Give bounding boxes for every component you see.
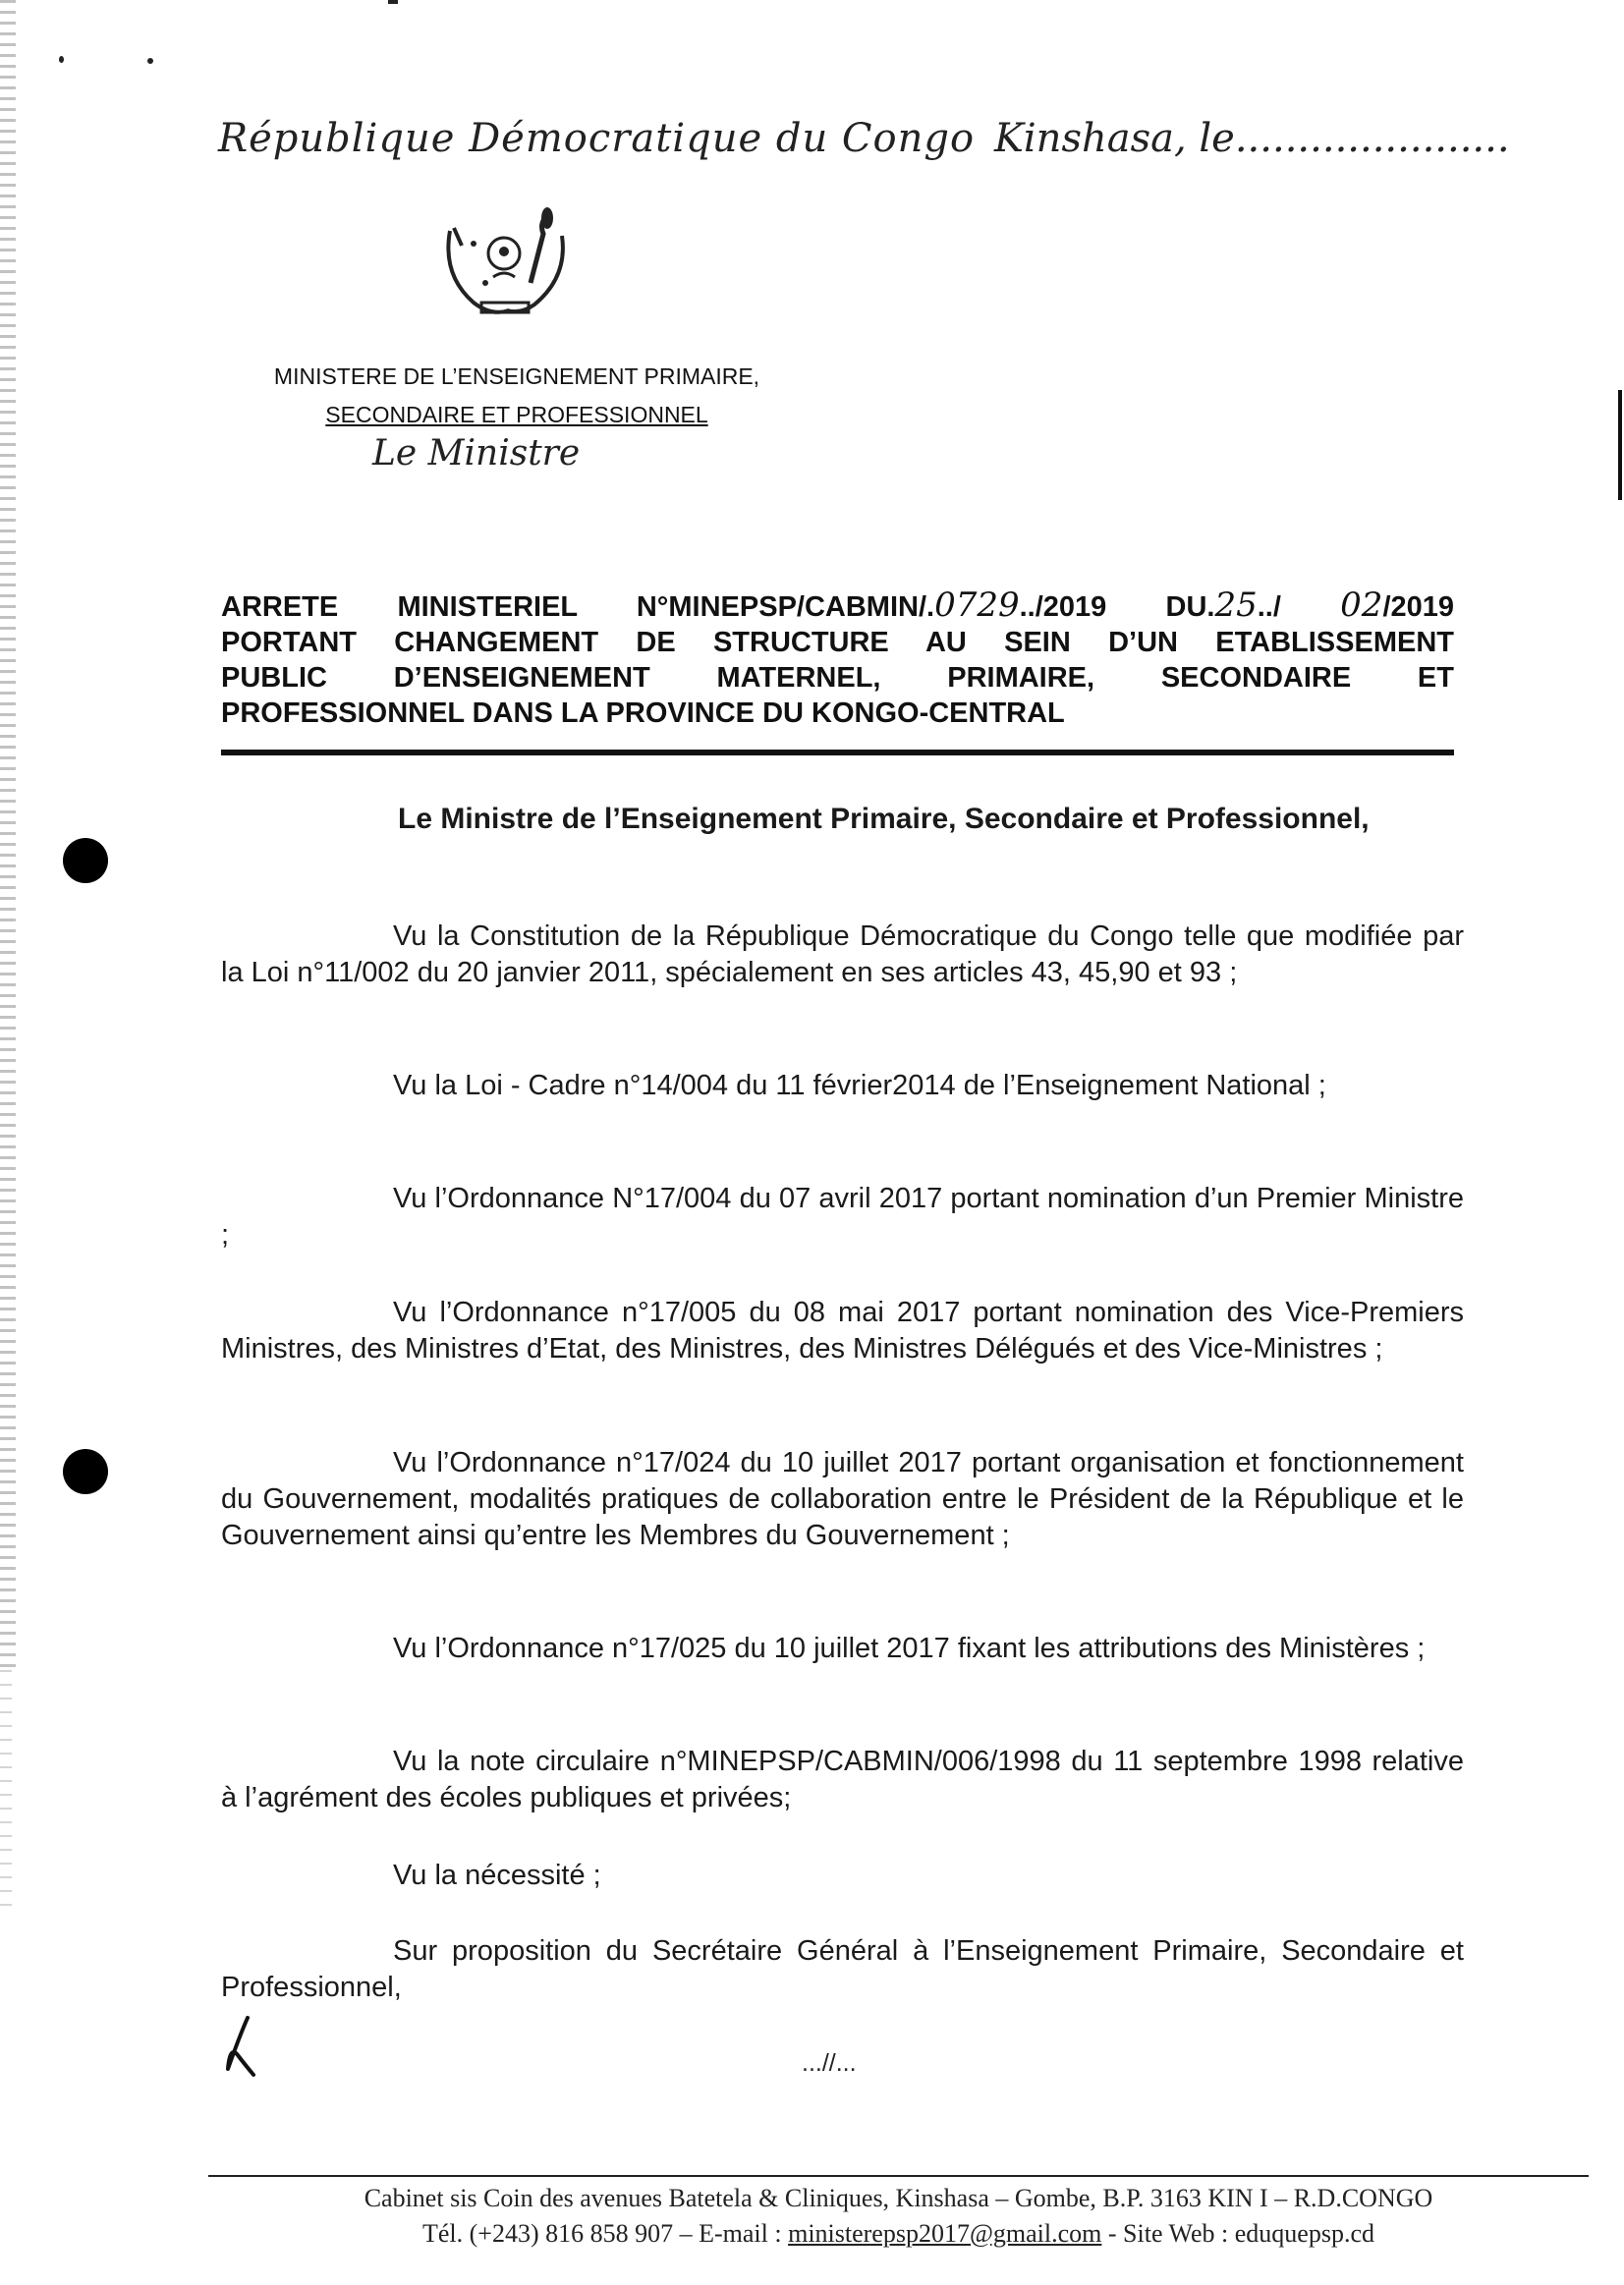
scan-right-edge-bar (1618, 390, 1622, 500)
title-underline-rule (221, 750, 1454, 755)
punch-hole-bottom (63, 1449, 108, 1494)
handwritten-initial (218, 2016, 257, 2079)
ministry-block (238, 358, 796, 434)
consideration-paragraph: Vu l’Ordonnance N°17/004 du 07 avril 2017 portant nomination d’un Premier Ministre ; (221, 1183, 1464, 1251)
scan-speck (59, 56, 64, 63)
scan-edge-marks-lower (0, 1670, 12, 1906)
scan-edge-marks (0, 0, 16, 1670)
consideration-paragraph: Vu la note circulaire n°MINEPSP/CABMIN/006/1998 du 11 septembre 1998 relative à l’agrément des écoles publiques et privées; (221, 1746, 1464, 1813)
republique-heading: République Démocratique du Congo (218, 116, 976, 161)
place-date: Kinshasa, le...................... (994, 116, 1510, 161)
consideration-paragraph: Vu l’Ordonnance n°17/005 du 08 mai 2017 portant nomination des Vice-Premiers Ministres, des Ministres d’Etat, des Ministres, des Ministres Délégués et des Vice-Ministres ; (221, 1297, 1464, 1365)
coat-of-arms-emblem (432, 206, 580, 329)
signatory-title: Le Ministre (372, 433, 581, 474)
consideration-paragraph: Vu la Constitution de la République Démocratique du Congo telle que modifiée par la Loi n°11/002 du 20 janvier 2011, spécialement en ses articles 43, 45,90 et 93 ; (221, 920, 1464, 988)
consideration-paragraph: Vu l’Ordonnance n°17/025 du 10 juillet 2017 fixant les attributions des Ministères ; (393, 1633, 1426, 1664)
ministry-line-1: MINISTERE DE L’ENSEIGNEMENT PRIMAIRE, (273, 363, 760, 389)
consideration-paragraph: Vu la Loi - Cadre n°14/004 du 11 février2014 de l’Enseignement National ; (393, 1070, 1326, 1101)
decree-title-line-2: PORTANT CHANGEMENT DE STRUCTURE AU SEIN D’UN ETABLISSEMENT (221, 627, 1454, 658)
footer-address: Cabinet sis Coin des avenues Batetela & Cliniques, Kinshasa – Gombe, B.P. 3163 KIN I – R.D.CONGO (364, 2184, 1433, 2212)
footer-contact: Tél. (+243) 816 858 907 – E-mail : ministerepsp2017@gmail.com - Site Web : eduquepsp.cd (421, 2219, 1374, 2248)
decree-title-line-4: PROFESSIONNEL DANS LA PROVINCE DU KONGO-CENTRAL (221, 697, 1065, 729)
decree-title-line-3: PUBLIC D’ENSEIGNEMENT MATERNEL, PRIMAIRE, SECONDAIRE ET (221, 662, 1454, 694)
consideration-paragraph: Vu l’Ordonnance n°17/024 du 10 juillet 2017 portant organisation et fonctionnement du Gouvernement, modalités pratiques de collaboration entre le Président de la République et le Gouvernement ainsi qu’entre les Membres du Gouvernement ; (221, 1447, 1464, 1551)
decree-title (221, 587, 1454, 731)
handwritten-day: 25 (1214, 585, 1258, 625)
scan-top-mark (388, 0, 398, 4)
footer-rule (208, 2175, 1589, 2177)
punch-hole-top (63, 838, 108, 883)
scan-speck (147, 58, 153, 64)
handwritten-decree-number: 0729 (934, 585, 1020, 625)
handwritten-month: 02 (1340, 585, 1383, 625)
footer (208, 2181, 1589, 2252)
consideration-paragraph: Vu la nécessité ; (393, 1860, 601, 1891)
decree-title-line-1: ARRETE MINISTERIEL N°MINEPSP/CABMIN/.0729../2019 DU.25../ 02/2019 (221, 585, 1455, 625)
footer-email-link[interactable]: ministerepsp2017@gmail.com (788, 2219, 1102, 2248)
consideration-paragraph: Sur proposition du Secrétaire Général à l’Enseignement Primaire, Secondaire et Professionnel, (221, 1935, 1464, 2003)
ministry-line-2: SECONDAIRE ET PROFESSIONNEL (325, 402, 708, 427)
continued-marker: ...//... (802, 2049, 857, 2077)
intro-paragraph: Le Ministre de l’Enseignement Primaire, Secondaire et Professionnel, (398, 803, 1370, 835)
